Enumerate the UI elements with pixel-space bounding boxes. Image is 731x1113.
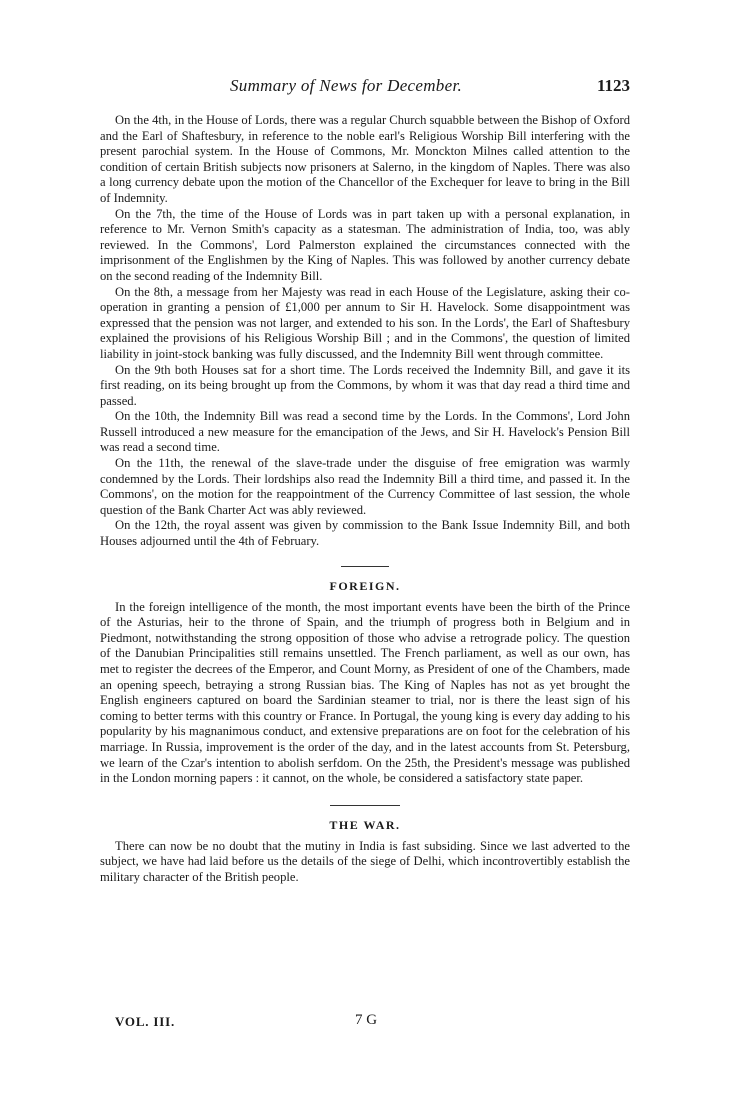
page-footer <box>115 1014 445 1034</box>
foreign-heading: FOREIGN. <box>329 578 401 593</box>
section-divider <box>330 805 400 806</box>
war-heading: THE WAR. <box>329 817 401 832</box>
paragraph-4th: On the 4th, in the House of Lords, there was a regular Church squabble between the Bishop of Oxford and the Earl of Shaftesbury, in reference to the noble earl's Religious Worship Bill interfering with the present parochial system. In the House of Commons, Mr. Monckton Milnes called attention to the condition of certain British subjects now prisoners at Salerno, in the kingdom of Naples. There was also a long currency debate upon the motion of the Chancellor of the Exchequer for leave to bring in the Bill of Indemnity. <box>100 113 630 205</box>
page-header <box>100 76 630 100</box>
section-divider <box>341 566 389 567</box>
paragraph-11th: On the 11th, the renewal of the slave-trade under the disguise of free emigration was warmly condemned by the Lords. Their lordships also read the Indemnity Bill a third time, and passed it. In the Commons', on the motion for the reappointment of the Currency Committee of last session, the whole question of the Bank Charter Act was ably reviewed. <box>100 456 630 517</box>
paragraph-10th: On the 10th, the Indemnity Bill was read a second time by the Lords. In the Commons', Lord John Russell introduced a new measure for the emancipation of the Jews, and Sir H. Havelock's Pension Bill was read a second time. <box>100 409 630 455</box>
page-number: 1123 <box>596 76 630 95</box>
running-title: Summary of News for December. <box>230 76 463 95</box>
signature-mark: 7 G <box>355 1012 378 1028</box>
war-section <box>100 818 630 886</box>
paragraph-12th: On the 12th, the royal assent was given by commission to the Bank Issue Indemnity Bill, and both Houses adjourned until the 4th of February. <box>100 518 630 549</box>
foreign-section <box>100 579 630 787</box>
paragraph-9th: On the 9th both Houses sat for a short time. The Lords received the Indemnity Bill, and gave it its first reading, on its being brought up from the Commons, by whom it was that day read a third time and passed. <box>100 362 630 408</box>
war-paragraph: There can now be no doubt that the mutiny in India is fast subsiding. Since we last adverted to the subject, we have had laid before us the details of the siege of Delhi, which incontrovertibly establish the military character of the British people. <box>100 838 630 884</box>
volume-label: VOL. III. <box>115 1014 176 1029</box>
paragraph-8th: On the 8th, a message from her Majesty was read in each House of the Legislature, asking their co-operation in granting a pension of £1,000 per annum to Sir H. Havelock. Some disappointment was expressed that the pension was not larger, and extended to his son. In the Lords', the Earl of Shaftesbury explained the provisions of his Religious Worship Bill ; and in the Commons', the question of limited liability in joint-stock banking was fully discussed, and the Indemnity Bill went through committee. <box>100 284 630 361</box>
paragraph-7th: On the 7th, the time of the House of Lords was in part taken up with a personal explanation, in reference to Mr. Vernon Smith's capacity as a statesman. The administration of India, too, was ably reviewed. In the Commons', Lord Palmerston explained the circumstances connected with the imprisonment of the Englishmen by the King of Naples. This was followed by another currency debate on the second reading of the Indemnity Bill. <box>100 206 630 283</box>
parliament-section <box>100 113 630 550</box>
page-body <box>100 113 630 886</box>
foreign-paragraph: In the foreign intelligence of the month, the most important events have been the birth of the Prince of the Asturias, heir to the throne of Spain, and the triumph of progress both in Belgium and in Piedmont, notwithstanding the strong opposition of those who advise a retrograde policy. The question of the Danubian Principalities still remains unsettled. The French parliament, as well as our own, has met to register the decrees of the Emperor, and Count Morny, as President of one of the Chambers, made an opening speech, betraying a strong Russian bias. The King of Naples has not as yet brought the English engineers captured on board the Sardinian steamer to trial, nor is there the least sign of his coming to better terms with this country or France. In Portugal, the young king is every day adding to his popularity by his magnanimous conduct, and extensive preparations are on foot for the celebration of his marriage. In Russia, improvement is the order of the day, and in the latest accounts from St. Petersburg, we learn of the Czar's intention to abolish serfdom. On the 25th, the President's message was published in the London morning papers : it cannot, on the whole, be considered a satisfactory state paper. <box>100 599 630 786</box>
